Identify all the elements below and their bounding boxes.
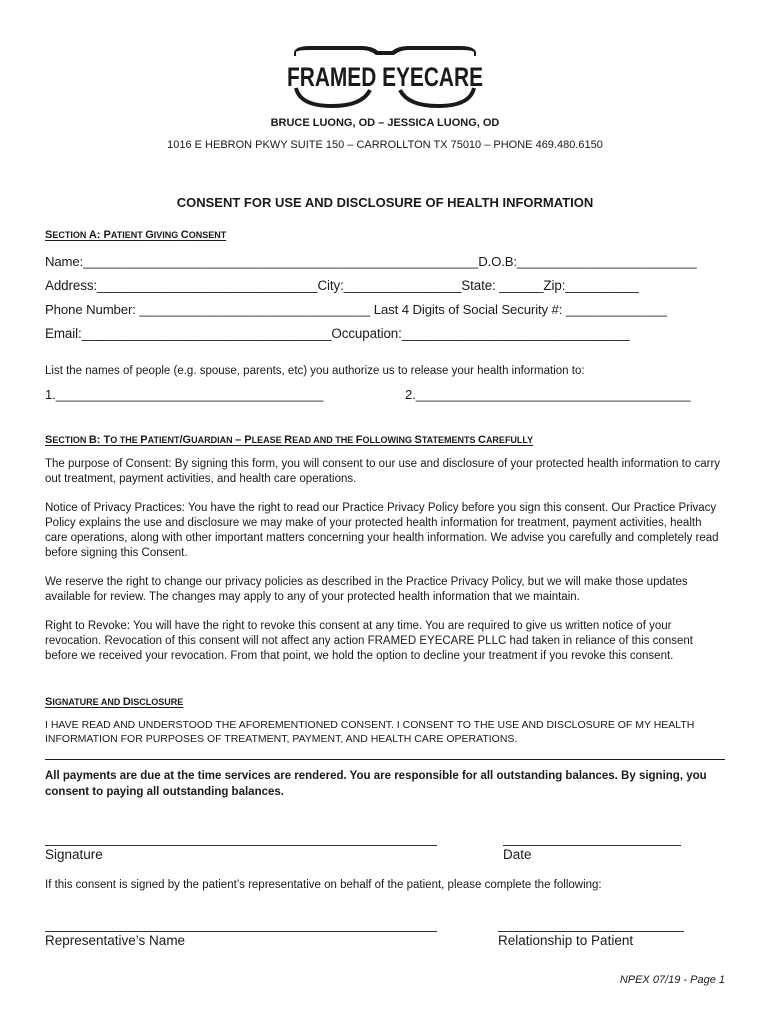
practice-address: 1016 E HEBRON PKWY SUITE 150 – CARROLLTON TX 75010 – PHONE 469.480.6150 — [167, 139, 603, 151]
privacy-changes-paragraph: We reserve the right to change our privacy policies as described in the Practice Privacy Policy, but we will make those updates available for review. The changes may apply to any of your protected health information that we maintain. — [45, 576, 688, 603]
section-b-heading: SECTION B: TO THE PATIENT/GUARDIAN – PLEASE READ AND THE FOLLOWING STATEMENTS CAREFULLY — [45, 434, 534, 446]
relationship-line[interactable] — [498, 931, 684, 932]
authorized-persons-prompt: List the names of people (e.g. spouse, parents, etc) you authorize us to release your health information to: — [45, 365, 585, 377]
page-title: CONSENT FOR USE AND DISCLOSURE OF HEALTH INFORMATION — [176, 195, 594, 210]
glasses-frame-top — [294, 46, 476, 56]
doctors-names: BRUCE LUONG, OD – JESSICA LUONG, OD — [270, 117, 500, 129]
privacy-practices-paragraph: Notice of Privacy Practices: You have the right to read our Practice Privacy Policy before you sign this consent. Our Practice Privacy Policy explains the use and disclosure we may make of your protected health information for treatment, payment activities, health care operations, along with other important matters concerning your health information. We advise you carefully and completely read before signing this Consent. — [45, 502, 719, 559]
date-line[interactable] — [503, 845, 681, 846]
relationship-label: Relationship to Patient — [498, 933, 634, 948]
logo-text: FRAMED EYECARE — [287, 62, 483, 92]
signature-line[interactable] — [45, 845, 437, 846]
authorized-person-2-field[interactable]: 2.______________________________________ — [405, 387, 691, 402]
date-label: Date — [503, 847, 532, 862]
representative-name-line[interactable] — [45, 931, 437, 932]
name-dob-field[interactable]: Name:_______________________________________________________D.O.B:_________________________ — [45, 254, 697, 269]
representative-note: If this consent is signed by the patient’s representative on behalf of the patient, please complete the following: — [45, 879, 602, 891]
signature-section-heading: SIGNATURE AND DISCLOSURE — [45, 696, 184, 708]
representative-name-label: Representative’s Name — [45, 933, 186, 948]
signature-label: Signature — [45, 847, 103, 862]
framed-eyecare-logo — [280, 42, 490, 110]
consent-purpose-paragraph: The purpose of Consent: By signing this form, you will consent to our use and disclosure of your protected health information to carry out treatment, payment activities, and health care operations. — [45, 458, 721, 485]
right-to-revoke-paragraph: Right to Revoke: You will have the right to revoke this consent at any time. You are required to give us written notice of your revocation. Revocation of this consent will not affect any action FRAMED EYECARE PLLC had taken in reliance of this consent before we received your revocation. From that point, we hold the option to decline your treatment if you revoke this consent. — [45, 620, 693, 662]
authorized-person-1-field[interactable]: 1._____________________________________ — [45, 387, 324, 402]
page-footer: NPEX 07/19 - Page 1 — [619, 974, 725, 986]
consent-statement: I HAVE READ AND UNDERSTOOD THE AFOREMENTIONED CONSENT. I CONSENT TO THE USE AND DISCLOSURE OF MY HEALTH INFORMATION FOR PURPOSES OF TREATMENT, PAYMENT, AND HEALTH CARE OPERATIONS. — [45, 719, 695, 745]
payments-notice: All payments are due at the time services are rendered. You are responsible for all outstanding balances. By signing, you consent to paying all outstanding balances. — [45, 770, 707, 798]
section-a-heading: SECTION A: PATIENT GIVING CONSENT — [45, 229, 227, 241]
address-city-state-zip-field[interactable]: Address:______________________________City:________________State: ______Zip:__________ — [45, 278, 639, 293]
divider-line — [45, 759, 725, 760]
phone-ssn-field[interactable]: Phone Number: ________________________________ Last 4 Digits of Social Security #: ______________ — [45, 302, 667, 317]
email-occupation-field[interactable]: Email:__________________________________Occupation:_______________________________ — [45, 326, 630, 341]
